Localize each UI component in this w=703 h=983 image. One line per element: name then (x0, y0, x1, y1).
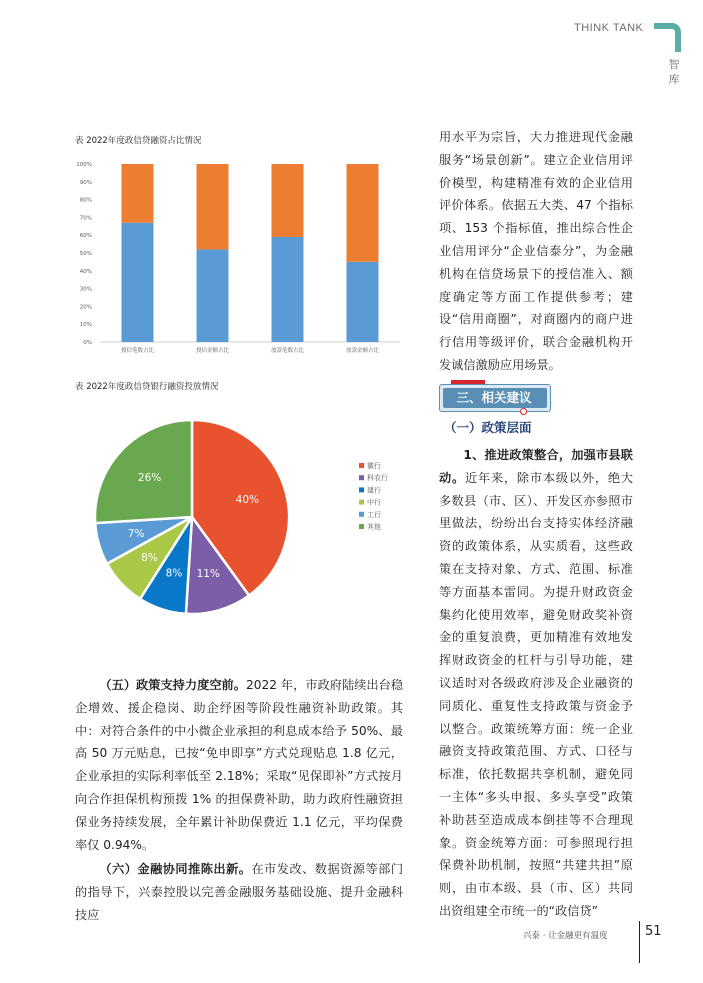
legend-label: 建行 (367, 486, 381, 495)
y-tick-label: 10% (79, 322, 92, 329)
legend-label: 中行 (367, 498, 381, 507)
y-tick-label: 30% (79, 286, 92, 293)
pie-value-label: 7% (127, 528, 145, 541)
legend-label: 其他 (367, 523, 381, 531)
y-tick-label: 90% (79, 179, 92, 186)
legend-label: 工行 (367, 510, 381, 519)
section-heading-dot-icon (520, 408, 527, 415)
paragraph-finance-innovation (75, 858, 403, 926)
think-tank-label: THINK TANK (574, 22, 644, 34)
section-heading-accent (451, 380, 485, 384)
footer-divider (639, 921, 640, 963)
section-heading-3 (439, 380, 551, 414)
paragraph-heading: （六）金融协同推陈出新。 (99, 862, 252, 877)
footer-slogan: 兴泰 · 让金融更有温度 (523, 931, 608, 941)
pie-value-label: 26% (137, 472, 162, 485)
pie-chart (70, 400, 410, 640)
paragraph-heading: 1、推进政策整合，加强市县联动。 (439, 448, 633, 485)
page-number: 51 (645, 924, 662, 939)
x-tick-label: 放款金额占比 (345, 348, 380, 354)
legend-swatch (359, 512, 364, 517)
bar-segment (272, 237, 304, 342)
pie-chart-caption: 表 2022年度政信贷银行融资投放情况 (75, 382, 219, 392)
pie-value-label: 8% (165, 567, 183, 580)
bar-segment (272, 164, 304, 237)
y-tick-label: 80% (79, 197, 92, 204)
x-tick-label: 授信金额占比 (195, 348, 230, 354)
paragraph-continued: 用水平为宗旨，大力推进现代金融服务“场景创新”。建立企业信用评价模型，构建精准有效的企业信用评价体系。依据五大类、47 个指标项、153 个指标值，推出综合性企业信用评分“企业信泰分”，为金融机构在信贷场景下的授信准入、额度确定等方面工作提供参考；建设“信用商圈”，对商圈内的商户进行信用等级评价，联合金融机构开发诚信激励应用场景。 (439, 130, 633, 372)
legend-label: 徽行 (367, 462, 381, 470)
y-tick-label: 50% (79, 251, 92, 257)
y-tick-label: 100% (76, 162, 92, 168)
y-tick-label: 0% (83, 340, 92, 346)
bar-chart-caption: 表 2022年度政信贷融资占比情况 (75, 136, 202, 146)
bar-segment (122, 164, 154, 223)
y-tick-label: 70% (79, 215, 92, 222)
legend-swatch (359, 463, 364, 468)
legend-swatch (359, 475, 364, 480)
paragraph-heading: （五）政策支持力度空前。 (99, 678, 246, 692)
bar-segment (122, 223, 154, 342)
x-tick-label: 放款笔数占比 (270, 348, 305, 354)
bar-chart (70, 150, 410, 360)
legend-label: 科农行 (367, 474, 388, 483)
y-tick-label: 20% (79, 304, 92, 311)
pie-value-label: 40% (235, 494, 260, 507)
right-column-text-bottom (439, 444, 633, 923)
right-column-text-top (439, 126, 633, 377)
x-tick-label: 授信笔数占比 (120, 348, 155, 354)
pie-value-label: 11% (196, 567, 220, 580)
bar-segment (347, 262, 379, 342)
legend-swatch (359, 487, 364, 492)
paragraph-policy-integration (439, 444, 633, 923)
paragraph-policy-support (75, 674, 403, 856)
y-tick-label: 40% (79, 268, 92, 275)
corner-bracket-icon (652, 22, 682, 52)
left-column-text (75, 674, 403, 927)
paragraph-body: 近年来，除市本级以外，绝大多数县（市、区）、开发区亦参照市里做法，纷纷出台支持实体经济融资的政策体系，从实质看，这些政策在支持对象、方式、范围、标准等方面基本雷同。为提升财政资金集约化使用效率，避免财政奖补资金的重复浪费，更加精准有效地发挥财政资金的杠杆与引导功能，建议适时对各级政府涉及企业融资的同质化、重复性支持政策与资金予以整合。政策统筹方面：统一企业融资支持政策范围、方式、口径与标准，依托数据共享机制，避免同一主体“多头申报、多头享受”政策补助甚至造成成本倒挂等不合理现象。资金统筹方面：可参照现行担保费补助机制，按照“共建共担”原则，由市本级、县（市、区）共同出资组建全市统一的“政信贷” (439, 470, 634, 918)
pie-value-label: 8% (141, 551, 158, 564)
section-label: 智库 (668, 58, 680, 86)
y-tick-label: 60% (79, 233, 92, 240)
paragraph-body: 在市发改、数据资源等部门的指导下，兴泰控股以完善金融服务基础设施、提升金融科技应 (75, 862, 404, 922)
paragraph-body: 2022 年，市政府陆续出台稳企增效、援企稳岗、助企纾困等阶段性融资补助政策。其中：对符合条件的中小微企业承担的利息成本给予 50%、最高 50 万元贴息，已按“免申即享”方式兑现贴息 1.8 亿元，企业承担的实际利率低至 2.18%；采取“见保即补”方式按月向合作担保机构预拨 1% 的担保费补助，助力政府性融资担保业务持续发展，全年累计补助保费近 1.1 亿元，平均保费率仅 0.94%。 (75, 678, 404, 852)
legend-swatch (359, 524, 364, 529)
legend-swatch (359, 500, 364, 505)
bar-segment (197, 249, 229, 342)
bar-segment (197, 164, 229, 249)
bar-segment (347, 164, 379, 262)
section-heading-label: 三、相关建议 (456, 390, 532, 405)
subsection-heading: （一）政策层面 (444, 420, 532, 435)
